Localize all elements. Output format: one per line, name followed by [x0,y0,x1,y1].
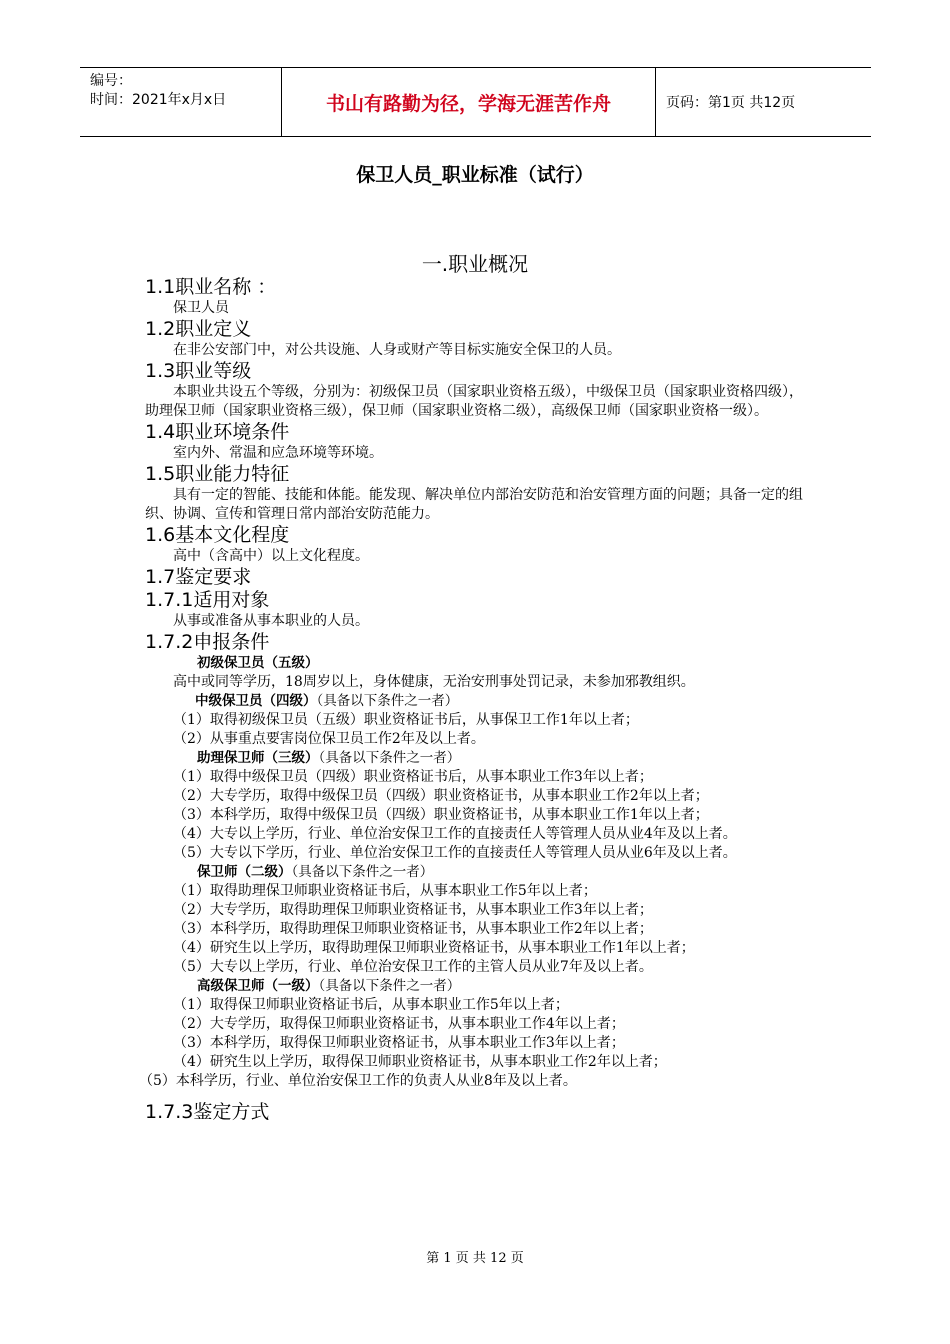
list-item: （1）取得助理保卫师职业资格证书后，从事本职业工作5年以上者； [173,883,597,899]
document-body [139,276,813,1124]
page-footer: 第 1 页 共 12 页 [426,1251,524,1266]
list-item: （2）从事重点要害岗位保卫员工作2年及以上者。 [173,731,485,747]
section-text: 保卫人员 [173,300,229,316]
level-title: 初级保卫员（五级） [197,655,319,671]
list-item: （2）大专学历，取得助理保卫师职业资格证书，从事本职业工作3年以上者； [173,902,653,918]
header-divider [281,68,282,136]
list-item: （3）本科学历，取得保卫师职业资格证书，从事本职业工作3年以上者； [173,1035,625,1051]
section-text: 在非公安部门中，对公共设施、人身或财产等目标实施安全保卫的人员。 [173,342,621,358]
level-note: （具备以下条件之一者） [318,750,461,766]
list-item: （1）取得初级保卫员（五级）职业资格证书后，从事保卫工作1年以上者； [173,712,639,728]
section-heading: 1.4职业环境条件 [145,421,290,443]
level-title [145,977,813,996]
number-label: 编号： [90,73,132,89]
level-title-text: 高级保卫师（一级） [197,978,319,994]
section-heading: 1.1职业名称 ： [145,276,277,298]
list-item: （2）大专学历，取得中级保卫员（四级）职业资格证书，从事本职业工作2年以上者； [173,788,709,804]
list-item: （4）大专以上学历，行业、单位治安保卫工作的直接责任人等管理人员从业4年及以上者。 [173,826,737,842]
level-text: 高中或同等学历，18周岁以上，身体健康，无治安刑事处罚记录，未参加邪教组织。 [173,674,695,690]
section-text: 高中（含高中）以上文化程度。 [173,548,369,564]
list-item: （1）取得保卫师职业资格证书后，从事本职业工作5年以上者； [173,997,569,1013]
section-heading: 1.7.1适用对象 [145,589,270,611]
header-motto: 书山有路勤为径，学海无涯苦作舟 [325,92,611,115]
level-note: （具备以下条件之一者） [291,864,434,880]
level-title [145,749,813,768]
section-heading: 1.5职业能力特征 [145,463,290,485]
level-title-text: 中级保卫员（四级） [195,693,317,709]
list-item: （5）本科学历，行业、单位治安保卫工作的负责人从业8年及以上者。 [139,1073,577,1089]
header-page-info: 页码：第1页 共12页 [666,95,796,111]
section-text: 本职业共设五个等级，分别为：初级保卫员（国家职业资格五级），中级保卫员（国家职业资格四级），助理保卫师（国家职业资格三级），保卫师（国家职业资格二级），高级保卫师（国家职业资格一级）。 [145,384,803,419]
document-title: 保卫人员_职业标准（试行） [356,164,594,186]
level-title [145,692,813,711]
section-heading: 1.3职业等级 [145,360,252,382]
list-item: （5）大专以下学历，行业、单位治安保卫工作的直接责任人等管理人员从业6年及以上者。 [173,845,737,861]
section-heading: 1.6基本文化程度 [145,524,290,546]
level-title [145,863,813,882]
header-meta [80,68,280,136]
list-item: （1）取得中级保卫员（四级）职业资格证书后，从事本职业工作3年以上者； [173,769,653,785]
list-item: （5）大专以上学历，行业、单位治安保卫工作的主管人员从业7年及以上者。 [173,959,653,975]
list-item: （2）大专学历，取得保卫师职业资格证书，从事本职业工作4年以上者； [173,1016,625,1032]
list-item: （3）本科学历，取得中级保卫员（四级）职业资格证书，从事本职业工作1年以上者； [173,807,709,823]
section-text: 室内外、常温和应急环境等环境。 [173,445,383,461]
page-header [80,67,871,137]
level-note: （具备以下条件之一者） [318,978,461,994]
level-title-text: 助理保卫师（三级） [197,750,319,766]
header-divider [655,68,656,136]
list-item: （3）本科学历，取得助理保卫师职业资格证书，从事本职业工作2年以上者； [173,921,653,937]
level-note: （具备以下条件之一者） [316,693,459,709]
section-heading: 1.7.3鉴定方式 [145,1101,270,1123]
section-text: 从事或准备从事本职业的人员。 [173,613,369,629]
section-heading: 1.7.2申报条件 [145,631,270,653]
date-label: 时间：2021年x月x日 [90,92,227,108]
chapter-heading: 一.职业概况 [421,252,529,276]
list-item: （4）研究生以上学历，取得保卫师职业资格证书，从事本职业工作2年以上者； [173,1054,667,1070]
level-title-text: 保卫师（二级） [197,864,292,880]
section-text: 具有一定的智能、技能和体能。能发现、解决单位内部治安防范和治安管理方面的问题；具备一定的组织、协调、宣传和管理日常内部治安防范能力。 [145,487,803,522]
section-heading: 1.7鉴定要求 [145,566,252,588]
section-heading: 1.2职业定义 [145,318,252,340]
list-item: （4）研究生以上学历，取得助理保卫师职业资格证书，从事本职业工作1年以上者； [173,940,695,956]
